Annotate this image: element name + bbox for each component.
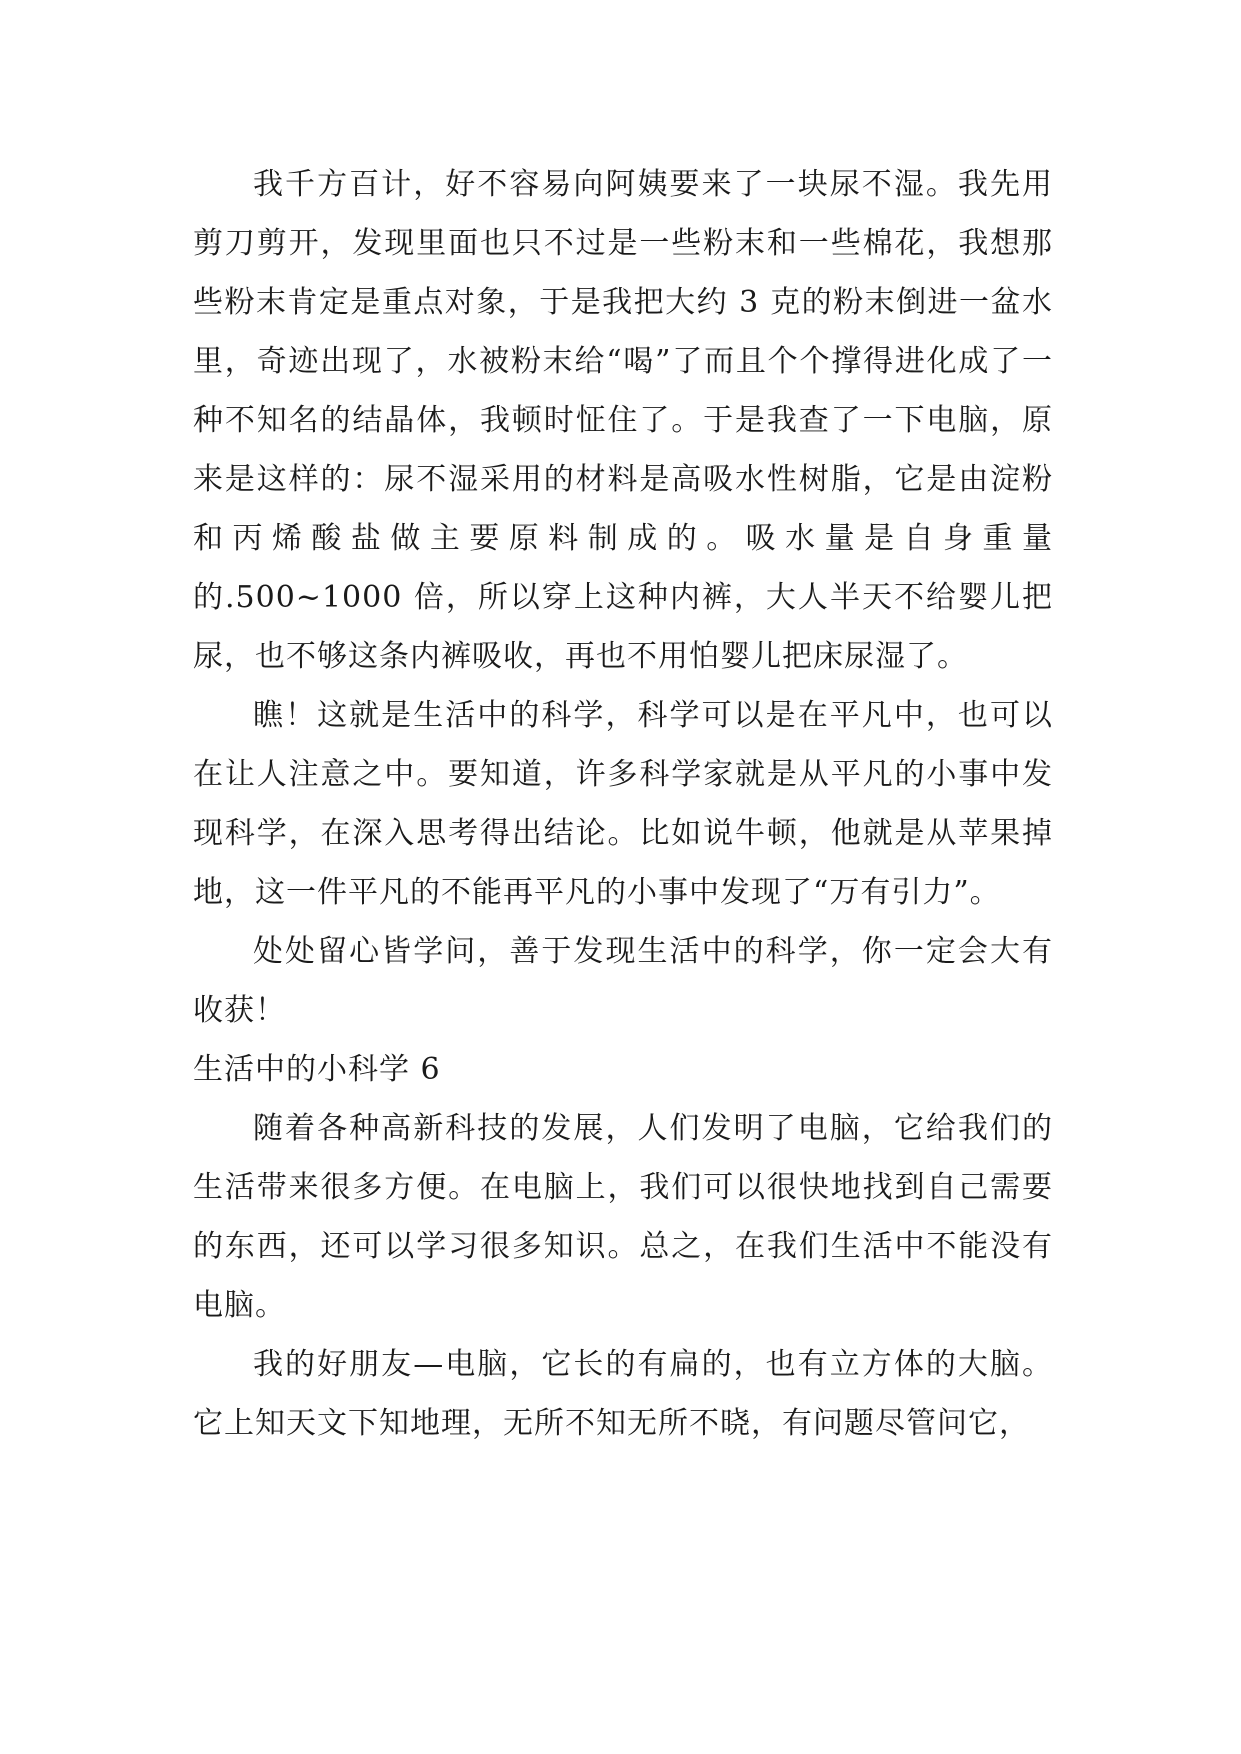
- document-body: [193, 155, 1053, 1453]
- paragraph-computer-friend: 我的好朋友—电脑，它长的有扁的，也有立方体的大脑。它上知天文下知地理，无所不知无所不晓，有问题尽管问它，: [193, 1347, 1053, 1441]
- paragraph-diaper-experiment: 我千方百计，好不容易向阿姨要来了一块尿不湿。我先用剪刀剪开，发现里面也只不过是一些粉末和一些棉花，我想那些粉末肯定是重点对象，于是我把大约 3 克的粉末倒进一盆水里，奇迹出现了，水被粉末给“喝”了而且个个撑得进化成了一种不知名的结晶体，我顿时怔住了。于是我查了一下电脑，原来是这样的：尿不湿采用的材料是高吸水性树脂，它是由淀粉和丙烯酸盐做主要原料制成的。吸水量是自身重量的.500~1000 倍，所以穿上这种内裤，大人半天不给婴儿把尿，也不够这条内裤吸收，再也不用怕婴儿把床尿湿了。: [193, 167, 1053, 674]
- paragraph-conclusion: 处处留心皆学问，善于发现生活中的科学，你一定会大有收获！: [193, 934, 1053, 1028]
- paragraph-science-in-life: 瞧！这就是生活中的科学，科学可以是在平凡中，也可以在让人注意之中。要知道，许多科学家就是从平凡的小事中发现科学，在深入思考得出结论。比如说牛顿，他就是从苹果掉地，这一件平凡的不能再平凡的小事中发现了“万有引力”。: [193, 698, 1053, 910]
- paragraph-computer-intro: 随着各种高新科技的发展，人们发明了电脑，它给我们的生活带来很多方便。在电脑上，我们可以很快地找到自己需要的东西，还可以学习很多知识。总之，在我们生活中不能没有电脑。: [193, 1111, 1053, 1323]
- section-heading-6: 生活中的小科学 6: [193, 1052, 441, 1087]
